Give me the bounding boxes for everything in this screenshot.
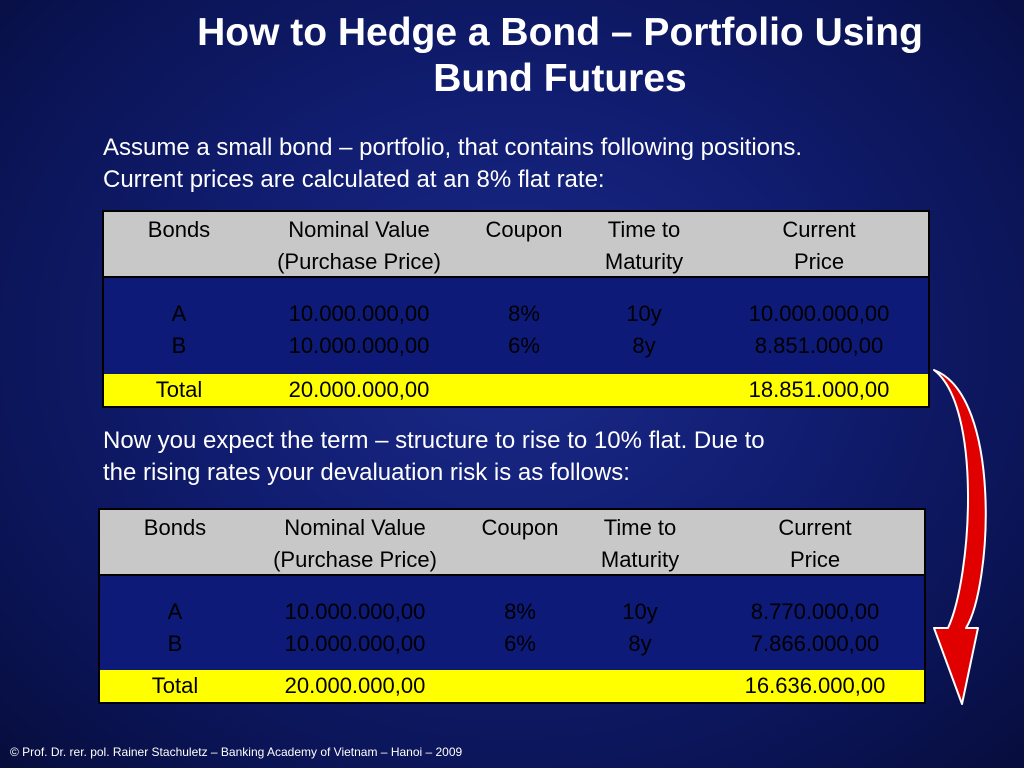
maturity-column: [580, 596, 700, 660]
table-cell: 8.770.000,00: [750, 599, 880, 624]
table-cell: 10.000.000,00: [288, 301, 430, 326]
current-positions-table: [102, 210, 930, 408]
coupon-column: [465, 596, 575, 660]
table-body: [100, 574, 924, 674]
maturity-column: [584, 298, 704, 362]
table-cell: 6%: [508, 333, 540, 358]
table-cell: 10.000.000,00: [284, 631, 426, 656]
table-cell: 8.851.000,00: [754, 333, 884, 358]
total-price: 18.851.000,00: [748, 377, 890, 402]
header-bonds: Bonds: [143, 515, 207, 540]
header-time-to-maturity: Time to Maturity: [604, 217, 684, 274]
footer-text: © Prof. Dr. rer. pol. Rainer Stachuletz – Banking Academy of Vietnam – Hanoi – 2009: [10, 745, 463, 759]
slide-title: [70, 10, 1024, 102]
table-cell: 10.000.000,00: [288, 333, 430, 358]
table-cell: 8%: [504, 599, 536, 624]
title-line-1: How to Hedge a Bond – Portfolio Using: [197, 11, 923, 54]
scenario-line-1: Now you expect the term – structure to rise to 10% flat. Due to: [103, 427, 765, 454]
header-coupon: Coupon: [481, 515, 559, 540]
intro-line-2: Current prices are calculated at an 8% flat rate:: [103, 166, 605, 193]
nominal-column: [250, 596, 460, 660]
header-time-to-maturity: Time to Maturity: [600, 515, 680, 572]
bond-column: [120, 596, 230, 660]
header-current-price: Current Price: [778, 515, 852, 572]
table-cell: 7.866.000,00: [750, 631, 880, 656]
total-label: Total: [151, 673, 199, 698]
total-price: 16.636.000,00: [744, 673, 886, 698]
total-nominal: 20.000.000,00: [284, 673, 426, 698]
nominal-column: [254, 298, 464, 362]
scenario-text: [103, 425, 765, 489]
table-cell: B: [167, 631, 183, 656]
table-cell: A: [171, 301, 187, 326]
price-column: [719, 298, 919, 362]
total-row: [100, 670, 924, 702]
header-bonds: Bonds: [147, 217, 211, 242]
total-nominal: 20.000.000,00: [288, 377, 430, 402]
coupon-column: [469, 298, 579, 362]
devaluation-table: [98, 508, 926, 704]
table-cell: B: [171, 333, 187, 358]
table-cell: A: [167, 599, 183, 624]
header-current-price: Current Price: [782, 217, 856, 274]
table-cell: 8%: [508, 301, 540, 326]
table-header: [104, 212, 928, 276]
table-cell: 6%: [504, 631, 536, 656]
table-body: [104, 276, 928, 376]
table-cell: 10.000.000,00: [284, 599, 426, 624]
total-label: Total: [155, 377, 203, 402]
table-cell: 10y: [626, 301, 662, 326]
table-cell: 10y: [622, 599, 658, 624]
bond-column: [124, 298, 234, 362]
table-cell: 8y: [628, 631, 652, 656]
header-nominal: Nominal Value (Purchase Price): [273, 515, 437, 572]
intro-line-1: Assume a small bond – portfolio, that contains following positions.: [103, 134, 803, 161]
table-cell: 8y: [632, 333, 656, 358]
intro-text: [103, 132, 802, 196]
header-nominal: Nominal Value (Purchase Price): [277, 217, 441, 274]
table-header: [100, 510, 924, 574]
curved-arrow-icon: [932, 366, 1012, 711]
title-line-2: Bund Futures: [433, 57, 687, 100]
table-cell: 10.000.000,00: [748, 301, 890, 326]
scenario-line-2: the rising rates your devaluation risk is as follows:: [103, 459, 630, 486]
total-row: [104, 374, 928, 406]
price-column: [715, 596, 915, 660]
header-coupon: Coupon: [485, 217, 563, 242]
